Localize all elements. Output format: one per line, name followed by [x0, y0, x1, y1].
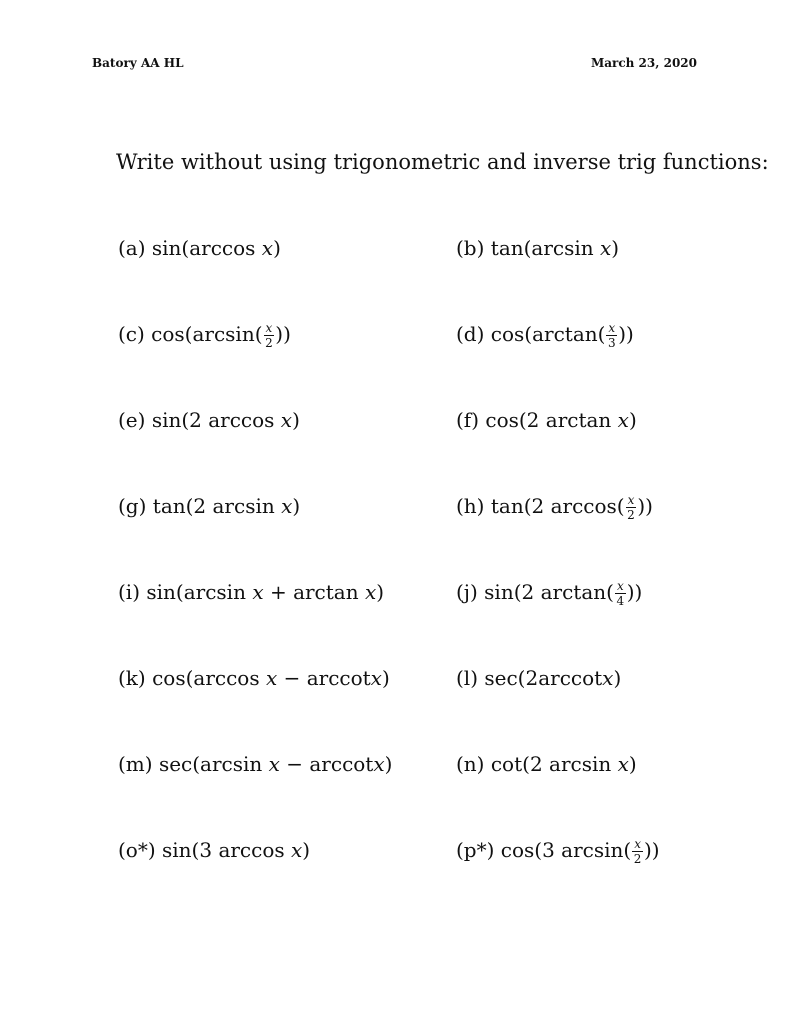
problem-l: (l) sec(2arccotx)	[456, 666, 622, 690]
problem-row	[118, 402, 678, 488]
problem-c: (c) cos(arcsin( $\frac{x}{2}$ ))	[118, 321, 291, 350]
problem-h: (h) tan(2 arccos( $\frac{x}{2}$ ))	[456, 493, 653, 522]
problem-i: (i) sin(arcsin x + arctan x)	[118, 580, 385, 604]
header-course: Batory AA HL	[92, 56, 184, 70]
header-date: March 23, 2020	[590, 56, 697, 70]
fraction: $\frac{x}{3}$	[607, 321, 616, 350]
problem-list	[118, 230, 678, 918]
problem-a: (a) sin(arccos x)	[118, 236, 281, 260]
problem-f: (f) cos(2 arctan x)	[456, 408, 637, 432]
problem-j: (j) sin(2 arctan( $\frac{x}{4}$ ))	[456, 579, 643, 608]
problem-m: (m) sec(arcsin x − arccotx)	[118, 752, 393, 776]
problem-row	[118, 574, 678, 660]
problem-n: (n) cot(2 arcsin x)	[456, 752, 637, 776]
problem-o: (o*) sin(3 arccos x)	[118, 838, 311, 862]
problem-k: (k) cos(arccos x − arccotx)	[118, 666, 390, 690]
problem-d: (d) cos(arctan( $\frac{x}{3}$ ))	[456, 321, 634, 350]
problem-g: (g) tan(2 arcsin x)	[118, 494, 301, 518]
fraction: $\frac{x}{2}$	[627, 493, 635, 522]
problem-row	[118, 832, 678, 918]
problem-row	[118, 316, 678, 402]
problem-e: (e) sin(2 arccos x)	[118, 408, 300, 432]
problem-p: (p*) cos(3 arcsin( $\frac{x}{2}$ ))	[456, 837, 660, 866]
problem-row	[118, 230, 678, 316]
instructions: Write without using trigonometric and inverse trig functions:	[116, 150, 769, 174]
fraction: $\frac{x}{2}$	[265, 321, 273, 350]
fraction: $\frac{x}{4}$	[616, 579, 625, 608]
problem-row	[118, 746, 678, 832]
fraction: $\frac{x}{2}$	[633, 837, 642, 866]
problem-row	[118, 660, 678, 746]
problem-b: (b) tan(arcsin x)	[456, 236, 620, 260]
problem-row	[118, 488, 678, 574]
